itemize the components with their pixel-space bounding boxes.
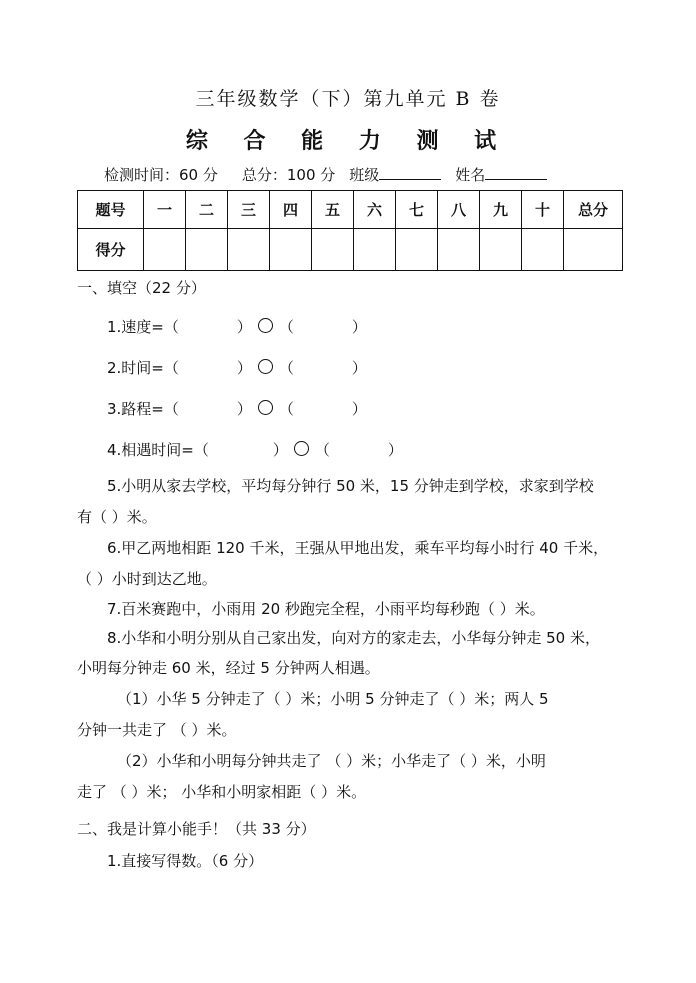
header-cell: 一 [144,191,186,229]
question-2: 2.时间=（ ） （ ） [107,359,367,377]
score-cell[interactable] [396,229,438,271]
score-cell[interactable] [354,229,396,271]
score-cell[interactable] [312,229,354,271]
header-cell: 总分 [564,191,623,229]
score-cell[interactable] [144,229,186,271]
question-3: 3.路程=（ ） （ ） [107,400,367,418]
header-cell: 三 [228,191,270,229]
question-8-1-line1: （1）小华 5 分钟走了（ ）米；小明 5 分钟走了（ ）米；两人 5 [117,690,549,708]
operator-circle-icon [258,318,273,333]
score-cell[interactable] [270,229,312,271]
exam-title: 三年级数学（下）第九单元 B 卷 [195,88,501,110]
score-cell[interactable] [186,229,228,271]
header-cell: 四 [270,191,312,229]
question-5-line2: 有（ ）米。 [77,508,157,526]
total-label: 总分：100 分 [241,166,336,184]
question-8-1-line2: 分钟一共走了 （ ）米。 [77,721,237,739]
score-value-row [78,229,623,271]
score-cell[interactable] [480,229,522,271]
score-header-row [78,191,623,229]
question-8-line2: 小明每分钟走 60 米，经过 5 分钟两人相遇。 [77,659,380,677]
question-5-line1: 5.小明从家去学校，平均每分钟行 50 米，15 分钟走到学校，求家到学校 [107,477,594,495]
header-cell: 二 [186,191,228,229]
time-label: 检测时间：60 分 [104,166,218,184]
score-cell[interactable] [564,229,623,271]
section2-heading: 二、我是计算小能手！（共 33 分） [77,820,316,838]
exam-subtitle: 综 合 能 力 测 试 [185,128,511,154]
question-1: 1.速度=（ ） （ ） [107,318,367,336]
header-cell: 十 [522,191,564,229]
class-blank[interactable] [379,165,441,180]
header-cell: 六 [354,191,396,229]
question-6-line2: （ ）小时到达乙地。 [77,570,217,588]
name-blank[interactable] [485,165,547,180]
header-cell: 题号 [78,191,144,229]
header-cell: 八 [438,191,480,229]
section2-question-1: 1.直接写得数。（6 分） [107,852,264,870]
header-cell: 七 [396,191,438,229]
header-cell: 九 [480,191,522,229]
header-cell: 五 [312,191,354,229]
question-8-line1: 8.小华和小明分别从自己家出发，向对方的家走去，小华每分钟走 50 米， [107,629,600,647]
operator-circle-icon [294,441,309,456]
name-label: 姓名 [455,166,486,184]
question-4: 4.相遇时间=（ ） （ ） [107,441,403,459]
question-8-2-line2: 走了 （ ）米； 小华和小明家相距（ ）米。 [77,783,367,801]
question-8-2-line1: （2）小华和小明每分钟共走了 （ ）米；小华走了（ ）米，小明 [117,752,546,770]
score-cell[interactable] [522,229,564,271]
class-label: 班级 [349,166,380,184]
section1-heading: 一、填空（22 分） [77,279,206,297]
exam-info-line [104,164,547,185]
operator-circle-icon [258,400,273,415]
question-6-line1: 6.甲乙两地相距 120 千米，王强从甲地出发，乘车平均每小时行 40 千米， [107,539,609,557]
score-cell[interactable] [228,229,270,271]
score-table [77,190,623,271]
operator-circle-icon [258,359,273,374]
score-row-label: 得分 [78,229,144,271]
score-cell[interactable] [438,229,480,271]
question-7: 7.百米赛跑中，小雨用 20 秒跑完全程，小雨平均每秒跑（ ）米。 [107,600,545,618]
